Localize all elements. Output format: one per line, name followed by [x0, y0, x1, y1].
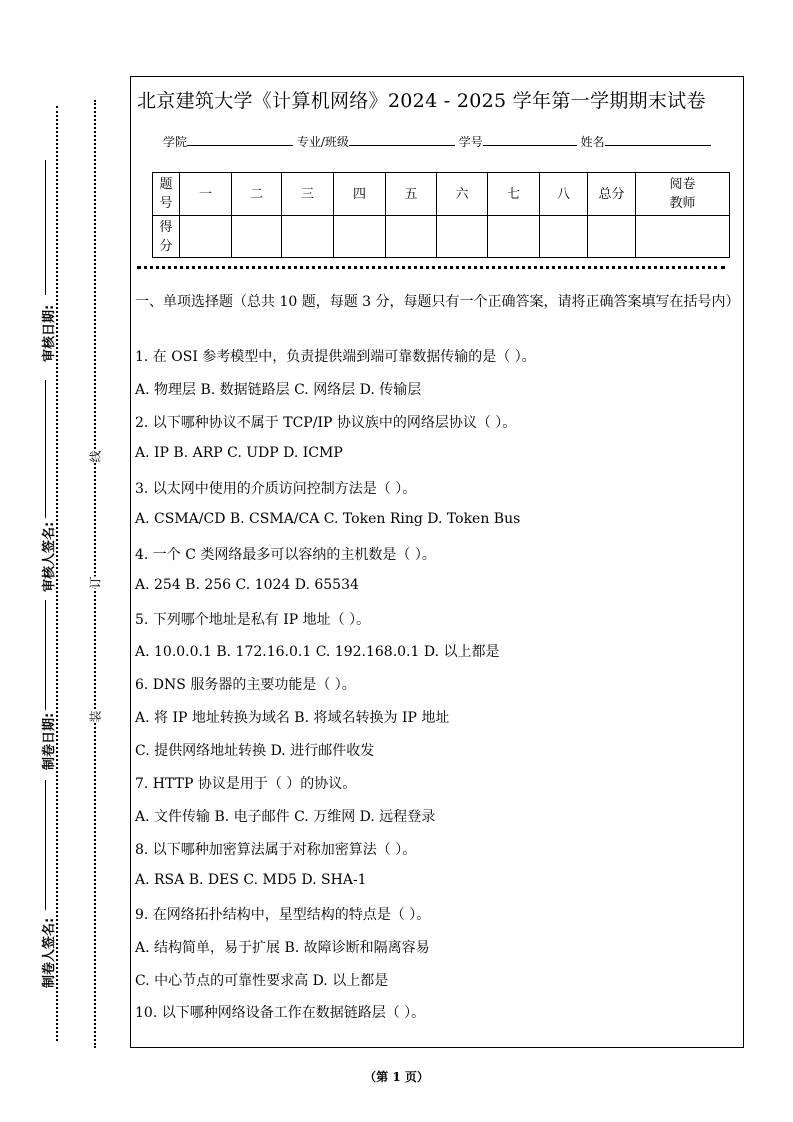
- col-2: 二: [232, 173, 282, 216]
- question-7-options: A. 文件传输 B. 电子邮件 C. 万维网 D. 远程登录: [135, 809, 436, 825]
- col-6: 六: [437, 173, 488, 216]
- name-label: 姓名: [580, 135, 605, 149]
- question-5-options: A. 10.0.0.1 B. 172.16.0.1 C. 192.168.0.1 D. 以上都是: [135, 644, 500, 660]
- question-1-options: A. 物理层 B. 数据链路层 C. 网络层 D. 传输层: [135, 382, 422, 398]
- col-3: 三: [282, 173, 334, 216]
- score-cell-4[interactable]: [334, 216, 386, 258]
- header-separator: [137, 266, 725, 269]
- score-label: 得分: [153, 216, 180, 258]
- question-7: 7. HTTP 协议是用于（ ）的协议。: [135, 776, 357, 792]
- setter-date-label: 制卷日期:: [42, 712, 57, 770]
- col-1: 一: [180, 173, 232, 216]
- col-4: 四: [334, 173, 386, 216]
- score-cell-6[interactable]: [437, 216, 488, 258]
- question-9: 9. 在网络拓扑结构中，星型结构的特点是（ ）。: [135, 907, 431, 923]
- question-9-options-a: A. 结构简单，易于扩展 B. 故障诊断和隔离容易: [135, 940, 430, 956]
- college-field[interactable]: [187, 133, 293, 146]
- student-id-field[interactable]: [483, 133, 577, 146]
- setter-signature-label: 制卷人签名:: [42, 917, 57, 988]
- setter-signature-line: [45, 780, 46, 910]
- review-date-line: [45, 160, 46, 295]
- college-label: 学院: [163, 135, 188, 149]
- score-cell-3[interactable]: [282, 216, 334, 258]
- reviewer-signature-label: 审核人签名:: [42, 521, 57, 592]
- question-2: 2. 以下哪种协议不属于 TCP/IP 协议族中的网络层协议（ ）。: [135, 415, 517, 431]
- question-9-options-b: C. 中心节点的可靠性要求高 D. 以上都是: [135, 973, 389, 989]
- question-number-label: 题号: [153, 173, 180, 216]
- major-class-label: 专业/班级: [296, 135, 349, 149]
- score-cell-grader[interactable]: [636, 216, 730, 258]
- question-1: 1. 在 OSI 参考模型中，负责提供端到端可靠数据传输的是（ ）。: [135, 349, 536, 365]
- score-cell-1[interactable]: [180, 216, 232, 258]
- review-date-label: 审核日期:: [42, 304, 57, 362]
- col-8: 八: [540, 173, 588, 216]
- question-8: 8. 以下哪种加密算法属于对称加密算法（ ）。: [135, 842, 417, 858]
- major-class-field[interactable]: [349, 133, 455, 146]
- question-6-options-b: C. 提供网络地址转换 D. 进行邮件收发: [135, 743, 375, 759]
- question-6-options-a: A. 将 IP 地址转换为域名 B. 将域名转换为 IP 地址: [135, 710, 450, 726]
- col-7: 七: [488, 173, 540, 216]
- score-table-score-row: [153, 216, 730, 258]
- score-table-header-row: [153, 173, 730, 216]
- col-total: 总分: [588, 173, 636, 216]
- section-heading: 一、单项选择题（总共 10 题，每题 3 分，每题只有一个正确答案，请将正确答案填写在括号内）: [135, 294, 740, 310]
- col-grader: 阅卷教师: [636, 173, 730, 216]
- question-10: 10. 以下哪种网络设备工作在数据链路层（ ）。: [135, 1005, 426, 1021]
- name-field[interactable]: [605, 133, 711, 146]
- question-4: 4. 一个 C 类网络最多可以容纳的主机数是（ ）。: [135, 547, 436, 563]
- setter-date-line: [45, 600, 46, 710]
- page-number: （第 1 页）: [364, 1070, 429, 1084]
- score-cell-total[interactable]: [588, 216, 636, 258]
- score-cell-2[interactable]: [232, 216, 282, 258]
- reviewer-signature-line: [45, 380, 46, 518]
- student-id-label: 学号: [458, 135, 483, 149]
- binding-dotted-line-right: [94, 100, 96, 1048]
- score-table: [152, 172, 730, 258]
- binding-char-pack: 装: [88, 710, 103, 723]
- question-5: 5. 下列哪个地址是私有 IP 地址（ ）。: [135, 612, 371, 628]
- question-3: 3. 以太网中使用的介质访问控制方法是（ ）。: [135, 481, 417, 497]
- question-6: 6. DNS 服务器的主要功能是（ ）。: [135, 677, 356, 693]
- score-cell-7[interactable]: [488, 216, 540, 258]
- binding-char-line: 线: [88, 450, 103, 463]
- question-8-options: A. RSA B. DES C. MD5 D. SHA-1: [135, 872, 367, 888]
- student-info-row: [163, 133, 711, 150]
- exam-title: 北京建筑大学《计算机网络》2024 - 2025 学年第一学期期末试卷: [137, 90, 706, 112]
- col-5: 五: [386, 173, 437, 216]
- score-cell-5[interactable]: [386, 216, 437, 258]
- binding-char-order: 订: [88, 576, 103, 589]
- question-4-options: A. 254 B. 256 C. 1024 D. 65534: [135, 577, 359, 593]
- question-3-options: A. CSMA/CD B. CSMA/CA C. Token Ring D. Token Bus: [135, 511, 521, 527]
- score-cell-8[interactable]: [540, 216, 588, 258]
- question-2-options: A. IP B. ARP C. UDP D. ICMP: [135, 445, 343, 461]
- binding-dotted-line-left: [56, 106, 58, 1041]
